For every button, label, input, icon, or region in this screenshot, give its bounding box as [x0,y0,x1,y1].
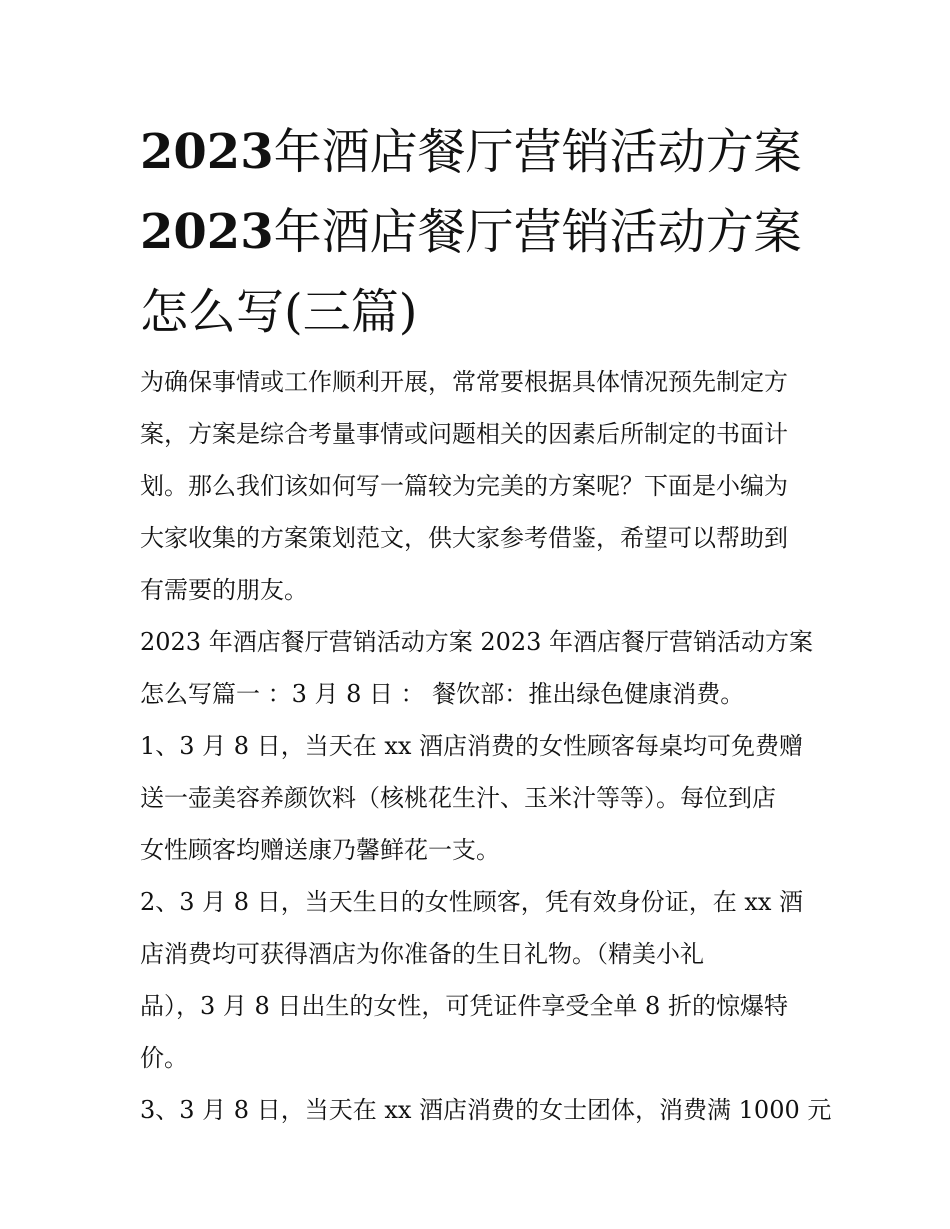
document-body [140,356,832,1136]
body-line: 2023 年酒店餐厅营销活动方案 2023 年酒店餐厅营销活动方案 [140,628,814,656]
body-line: 案，方案是综合考量事情或问题相关的因素后所制定的书面计 [140,420,788,448]
body-line: 为确保事情或工作顺利开展，常常要根据具体情况预先制定方 [140,368,788,396]
body-line: 3、3 月 8 日，当天在 xx 酒店消费的女士团体，消费满 1000 元 [140,1096,832,1124]
title-year: 2023 [140,124,274,180]
body-line: 送一壶美容养颜饮料（核桃花生汁、玉米汁等等）。每位到店 [140,784,776,812]
title-line [140,272,820,352]
body-line: 女性顾客均赠送康乃馨鲜花一支。 [140,836,500,864]
body-line: 有需要的朋友。 [140,576,308,604]
body-line: 1、3 月 8 日，当天在 xx 酒店消费的女性顾客每桌均可免费赠 [140,732,804,760]
title-text: 年酒店餐厅营销活动方案 [273,204,802,260]
body-line: 品），3 月 8 日出生的女性，可凭证件享受全单 8 折的惊爆特 [140,992,788,1020]
body-line: 怎么写篇一 ：3 月 8 日 ： 餐饮部：推出绿色健康消费。 [140,680,745,708]
title-year: 2023 [140,204,274,260]
body-line: 2、3 月 8 日，当天生日的女性顾客，凭有效身份证，在 xx 酒 [140,888,804,916]
body-line: 大家收集的方案策划范文，供大家参考借鉴，希望可以帮助到 [140,524,788,552]
body-line: 价。 [140,1044,188,1072]
title-text: 年酒店餐厅营销活动方案 [273,124,802,180]
document-title [140,112,820,352]
title-line [140,192,820,272]
body-line: 店消费均可获得酒店为你准备的生日礼物。（精美小礼 [140,940,704,968]
title-text: 怎么写(三篇) [140,284,418,340]
title-line [140,112,820,192]
body-line: 划。那么我们该如何写一篇较为完美的方案呢？下面是小编为 [140,472,788,500]
